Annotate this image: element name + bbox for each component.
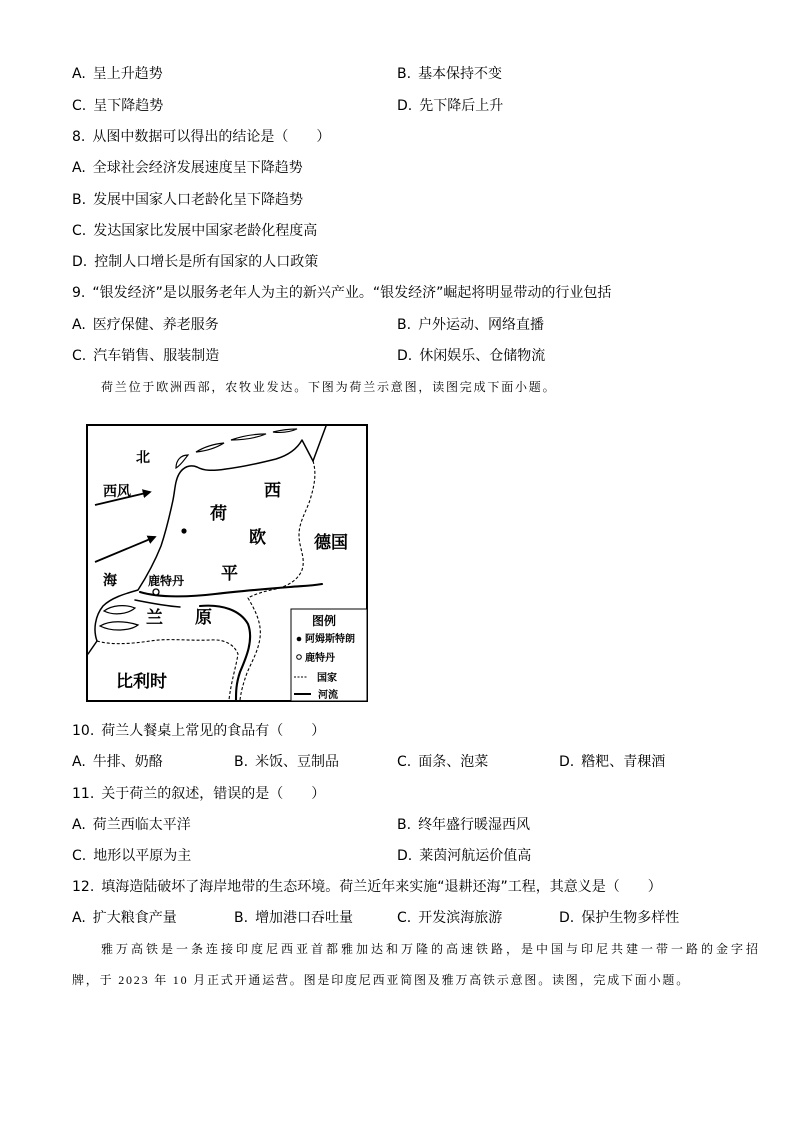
question-block-upper <box>72 59 732 403</box>
option-text: 呈下降趋势 <box>93 97 164 114</box>
q11-option-d <box>397 841 722 872</box>
option-text: 发达国家比发展中国家老龄化程度高 <box>93 222 318 239</box>
legend-city-circle-icon <box>297 655 302 660</box>
question-number: 9. <box>72 285 86 302</box>
netherlands-map <box>86 424 370 704</box>
option-letter: D. <box>72 254 88 271</box>
q8-option-b <box>72 185 732 216</box>
q9-options-row-2 <box>72 341 732 372</box>
q12-option-d <box>559 903 732 934</box>
option-letter: C. <box>72 97 87 114</box>
q7-options-row-2 <box>72 91 732 122</box>
map-label-netherlands-1: 荷 <box>210 504 227 524</box>
map-legend <box>291 609 367 701</box>
q8-option-d <box>72 247 732 278</box>
option-letter: B. <box>234 754 249 771</box>
map-label-north-sea-1: 北 <box>136 450 150 466</box>
map-label-plain-4: 原 <box>195 608 212 628</box>
question-text: “银发经济”是以服务老年人为主的新兴产业。“银发经济”崛起将明显带动的行业包括 <box>92 285 612 302</box>
option-letter: C. <box>72 847 87 864</box>
q10-stem <box>72 716 732 747</box>
map-label-belgium: 比利时 <box>116 672 167 692</box>
q10-option-a <box>72 747 234 778</box>
indonesia-intro-line-1: 雅万高铁是一条连接印度尼西亚首都雅加达和万隆的高速铁路，是中国与印尼共建一带一路的金字招 <box>101 942 762 957</box>
option-text: 增加港口吞吐量 <box>255 909 354 926</box>
option-letter: A. <box>72 754 86 771</box>
map-label-germany: 德国 <box>314 533 348 553</box>
q10-option-b <box>234 747 397 778</box>
option-letter: D. <box>397 97 413 114</box>
legend-capital-label: 阿姆斯特朗 <box>305 634 355 645</box>
q12-option-c <box>397 903 559 934</box>
option-letter: D. <box>397 847 413 864</box>
q9-options-row-1 <box>72 310 732 341</box>
option-letter: B. <box>397 316 412 333</box>
q8-option-a <box>72 153 732 184</box>
option-letter: A. <box>72 66 86 83</box>
option-text: 保护生物多样性 <box>581 909 680 926</box>
q7-option-c <box>72 91 397 122</box>
q9-option-b <box>397 310 722 341</box>
q7-options-row-1 <box>72 59 732 90</box>
q12-stem <box>72 872 732 903</box>
map-label-north-sea-2: 海 <box>103 573 117 589</box>
option-letter: A. <box>72 816 86 833</box>
q10-option-c <box>397 747 559 778</box>
q12-option-b <box>234 903 397 934</box>
q10-options-row <box>72 747 732 778</box>
map-label-plain-2: 欧 <box>249 528 266 548</box>
rotterdam-circle-icon <box>153 589 159 595</box>
option-letter: D. <box>559 754 575 771</box>
map-label-plain-1: 西 <box>264 481 281 501</box>
option-text: 休闲娱乐、仓储物流 <box>419 348 546 365</box>
question-number: 12. <box>72 878 95 895</box>
map-label-rotterdam: 鹿特丹 <box>148 574 185 588</box>
option-text: 终年盛行暖湿西风 <box>418 816 531 833</box>
option-text: 扩大粮食产量 <box>92 909 177 926</box>
option-letter: A. <box>72 316 86 333</box>
q9-option-c <box>72 341 397 372</box>
option-text: 控制人口增长是所有国家的人口政策 <box>94 254 319 271</box>
option-text: 先下降后上升 <box>419 97 504 114</box>
option-text: 米饭、豆制品 <box>255 754 340 771</box>
q10-option-d <box>559 747 732 778</box>
option-text: 莱茵河航运价值高 <box>419 847 532 864</box>
option-text: 面条、泡菜 <box>418 754 489 771</box>
option-letter: B. <box>397 816 412 833</box>
option-letter: A. <box>72 909 86 926</box>
option-letter: B. <box>72 191 87 208</box>
question-text: 荷兰人餐桌上常见的食品有（ ） <box>101 723 326 740</box>
legend-title: 图例 <box>312 614 337 628</box>
option-letter: C. <box>72 222 87 239</box>
option-letter: D. <box>397 348 413 365</box>
amsterdam-dot-icon <box>181 528 186 533</box>
map-label-plain-3: 平 <box>221 564 238 584</box>
option-text: 基本保持不变 <box>418 66 503 83</box>
q11-option-a <box>72 810 397 841</box>
question-text: 关于荷兰的叙述，错误的是（ ） <box>101 785 326 802</box>
option-letter: B. <box>234 909 249 926</box>
option-text: 开发滨海旅游 <box>418 909 503 926</box>
q12-options-row <box>72 903 732 934</box>
q11-stem <box>72 779 732 810</box>
option-text: 荷兰西临太平洋 <box>92 816 191 833</box>
option-text: 全球社会经济发展速度呈下降趋势 <box>92 160 303 177</box>
q9-option-d <box>397 341 722 372</box>
q7-option-a <box>72 59 397 90</box>
q7-option-b <box>397 59 722 90</box>
indonesia-intro-line-2: 牌，于 2023 年 10 月正式开通运营。图是印度尼西亚简图及雅万高铁示意图。读图，完成下面小题。 <box>72 973 691 988</box>
q9-stem <box>72 278 732 309</box>
option-text: 户外运动、网络直播 <box>418 316 545 333</box>
q9-option-a <box>72 310 397 341</box>
q12-option-a <box>72 903 234 934</box>
map-label-netherlands-2: 兰 <box>146 608 163 628</box>
question-number: 8. <box>72 128 86 145</box>
netherlands-intro: 荷兰位于欧洲西部，农牧业发达。下图为荷兰示意图，读图完成下面小题。 <box>101 380 557 395</box>
question-block-lower <box>72 716 762 996</box>
q11-options-row-2 <box>72 841 732 872</box>
option-text: 发展中国家人口老龄化呈下降趋势 <box>93 191 304 208</box>
option-text: 呈上升趋势 <box>92 66 163 83</box>
option-letter: B. <box>397 66 412 83</box>
legend-city-label: 鹿特丹 <box>305 653 335 664</box>
legend-border-label: 国家 <box>317 673 337 684</box>
q7-option-d <box>397 91 722 122</box>
option-letter: C. <box>397 909 412 926</box>
map-label-westerly-wind: 西风 <box>103 484 131 500</box>
question-text: 填海造陆破坏了海岸地带的生态环境。荷兰近年来实施“退耕还海”工程，其意义是（ ） <box>101 878 662 895</box>
option-text: 地形以平原为主 <box>93 847 192 864</box>
option-text: 糌粑、青稞酒 <box>581 754 666 771</box>
option-letter: A. <box>72 160 86 177</box>
option-text: 医疗保健、养老服务 <box>92 316 219 333</box>
q11-option-c <box>72 841 397 872</box>
q8-stem <box>72 122 732 153</box>
option-text: 汽车销售、服装制造 <box>93 348 220 365</box>
option-letter: D. <box>559 909 575 926</box>
legend-capital-dot-icon <box>297 637 302 642</box>
legend-river-label: 河流 <box>318 690 338 701</box>
option-letter: C. <box>397 754 412 771</box>
q8-option-c <box>72 216 732 247</box>
option-text: 牛排、奶酪 <box>92 754 163 771</box>
q11-option-b <box>397 810 722 841</box>
q11-options-row-1 <box>72 810 732 841</box>
question-number: 11. <box>72 785 95 802</box>
question-text: 从图中数据可以得出的结论是（ ） <box>92 128 331 145</box>
question-number: 10. <box>72 723 95 740</box>
option-letter: C. <box>72 348 87 365</box>
